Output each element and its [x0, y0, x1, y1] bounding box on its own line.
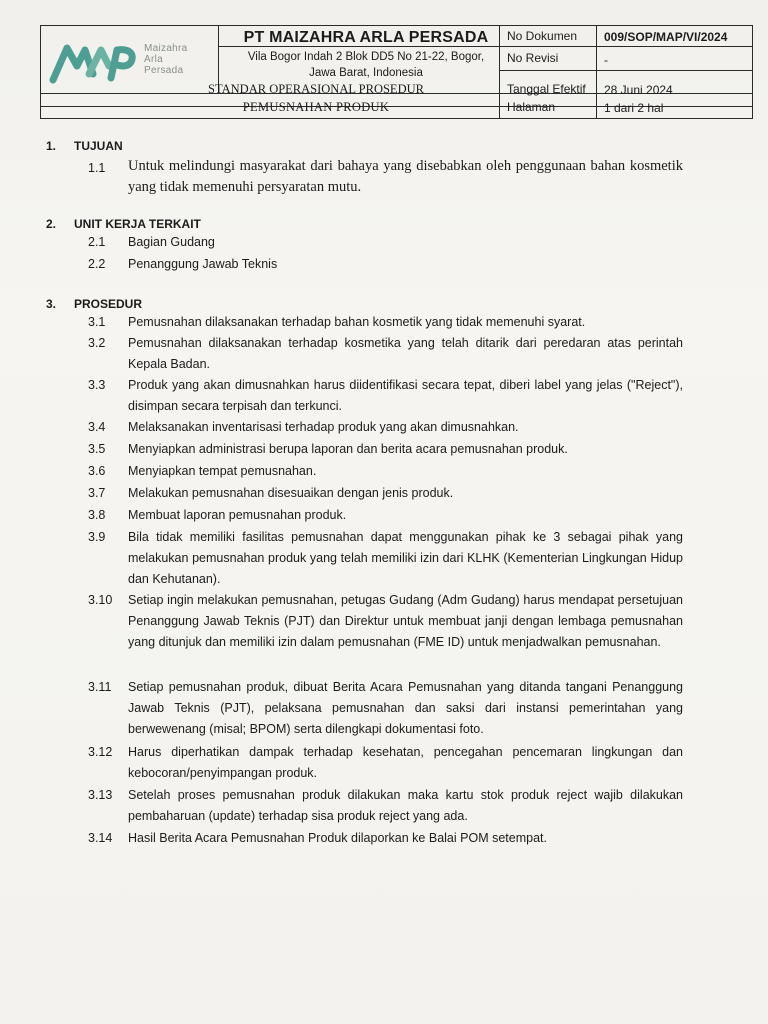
document-page: Maizahra Arla Persada PT MAIZAHRA ARLA PERSADA Vila Bogor Indah 2 Blok DD5 No 21-22, Bogor, Jawa Barat, Indonesia STANDAR OPERASIONAL PROSEDUR PEMUSNAHAN PRODUK No Dokumen 009/SOP/MAP/VI/2024 No Revisi - Tanggal Efektif 28 Juni 2024 Halaman 1 dari 2 hal 1. TUJUAN 1.1 Untuk melindungi masyarakat dari bahaya yang disebabkan oleh penggunaan bahan kosmetik yang tidak memenuhi persyaratan mutu. 2. UNIT KERJA TERKAIT 2.1 Bagian Gudang 2.2 Penanggung Jawab Teknis 3. PROSEDUR 3.1 Pemusnahan dilaksanakan terhadap bahan kosmetik yang tidak memenuhi syarat. 3.2 Pemusnahan dilaksanakan terhadap kosmetika yang telah ditarik dari peredaran atas perintah Kepala Badan. 3.3 Produk yang akan dimusnahkan harus diidentifikasi secara tepat, diberi label yang jelas ("Reject"), disimpan secara terpisah dan terkunci. 3.4 Melaksanakan inventarisasi terhadap produk yang akan dimusnahkan. 3.5 Menyiapkan administrasi berupa laporan dan berita acara pemusnahan produk. 3.6 Menyiapkan tempat pemusnahan. 3.7 Melakukan pemusnahan disesuaikan dengan jenis produk. 3.8 Membuat laporan pemusnahan produk. 3.9 Bila tidak memiliki fasilitas pemusnahan dapat menggunakan pihak ke 3 sebagai pihak yang melakukan pemusnahan produk yang telah memiliki izin dari KLHK (Kementerian Lingkungan Hidup dan Kehutanan). 3.10 Setiap ingin melakukan pemusnahan, petugas Gudang (Adm Gudang) harus mendapat persetujuan Penanggung Jawab Teknis (PJT) dan Direktur untuk membuat janji dengan lembaga pemusnahan yang ditunjuk dan memiliki izin dalam pemusnahan (FME ID) untuk menjadwalkan pemusnahan. 3.11 Setiap pemusnahan produk, dibuat Berita Acara Pemusnahan yang ditanda tangani Penanggung Jawab Teknis (PJT), pelaksana pemusnahan dan saksi dari instansi pemerintahan yang berwewenang (misal; BPOM) serta dilengkapi dokumentasi foto. 3.12 Harus diperhatikan dampak terhadap kesehatan, pencegahan pencemaran lingkungan dan kebocoran/penyimpangan produk. 3.13 Setelah proses pemusnahan produk dilakukan maka kartu stok produk reject wajib dilakukan pembaharuan (update) terhadap sisa produk reject yang ada. 3.14 Hasil Berita Acara Pemusnahan Produk dilaporkan ke Balai POM setempat. [0, 0, 768, 1024]
company-address: Vila Bogor Indah 2 Blok DD5 No 21-22, Bogor, Jawa Barat, Indonesia [247, 51, 485, 79]
meta-label-effective-date: Tanggal Efektif [507, 82, 586, 96]
meta-value-revision: - [604, 53, 608, 67]
document-type: STANDAR OPERASIONAL PROSEDUR [208, 82, 424, 96]
meta-label-page: Halaman [507, 100, 556, 114]
meta-label-doc-number: No Dokumen [507, 29, 578, 43]
document-title: PEMUSNAHAN PRODUK [242, 100, 390, 114]
meta-label-revision: No Revisi [507, 51, 559, 65]
meta-value-effective-date: 28 Juni 2024 [604, 83, 673, 97]
logo-wordmark: Maizahra Arla Persada [144, 43, 188, 76]
list-item-1-1: 1.1 Untuk melindungi masyarakat dari bahaya yang disebabkan oleh penggunaan bahan kosmetik yang tidak memenuhi persyaratan mutu. [88, 158, 683, 195]
company-name: PT MAIZAHRA ARLA PERSADA [243, 29, 489, 46]
document-header-table [40, 25, 753, 119]
meta-value-doc-number: 009/SOP/MAP/VI/2024 [604, 30, 728, 44]
meta-value-page: 1 dari 2 hal [604, 101, 664, 115]
